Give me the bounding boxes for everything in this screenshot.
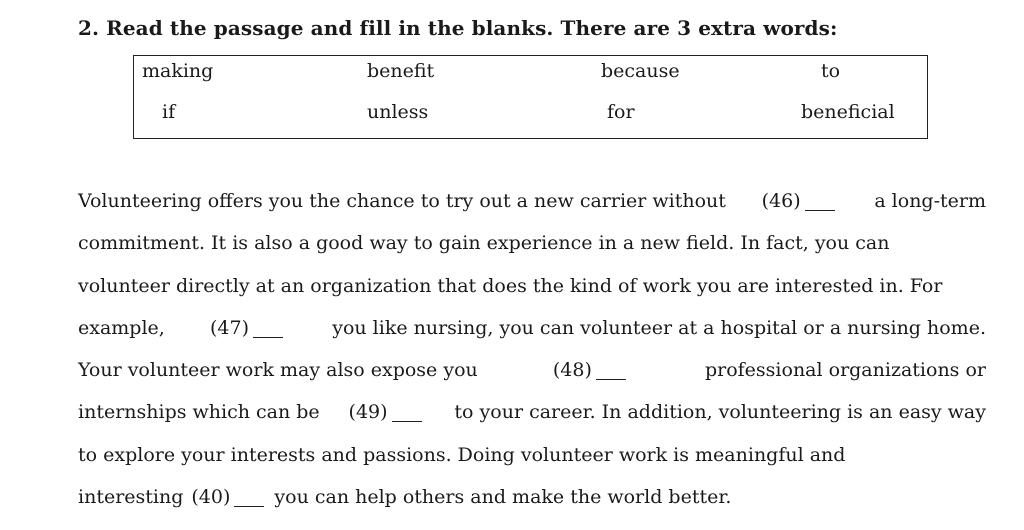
passage-text: you can help others and make the world better. bbox=[274, 486, 732, 509]
blank-47[interactable] bbox=[210, 307, 287, 349]
passage-text: a long-term bbox=[874, 190, 986, 212]
passage-text: interesting bbox=[78, 486, 184, 509]
passage-text: internships which can be bbox=[78, 401, 320, 424]
blank-number: (46) bbox=[761, 190, 801, 212]
blank-number: (48) bbox=[552, 359, 592, 382]
passage-text: volunteer directly at an organization that does the kind of work you are interested in. For bbox=[78, 274, 943, 297]
blank-40[interactable] bbox=[191, 476, 268, 518]
passage bbox=[78, 180, 986, 518]
word-bank bbox=[133, 55, 928, 139]
passage-text: commitment. It is also a good way to gain experience in a new field. In fact, you can bbox=[78, 232, 890, 255]
word-bank-item: because bbox=[601, 60, 680, 82]
passage-line bbox=[78, 476, 986, 518]
passage-line bbox=[78, 307, 986, 349]
passage-text: to explore your interests and passions. Doing volunteer work is meaningful and bbox=[78, 443, 846, 466]
word-bank-item: to bbox=[821, 60, 841, 82]
blank-line[interactable] bbox=[392, 420, 422, 422]
word-bank-item: making bbox=[142, 60, 214, 82]
passage-line bbox=[78, 265, 986, 307]
blank-46[interactable] bbox=[762, 180, 839, 222]
passage-line bbox=[78, 180, 986, 222]
passage-line bbox=[78, 222, 986, 264]
blank-number: (40) bbox=[191, 486, 231, 509]
blank-number: (49) bbox=[348, 401, 388, 424]
blank-line[interactable] bbox=[253, 336, 283, 338]
blank-line[interactable] bbox=[596, 378, 626, 380]
word-bank-item: unless bbox=[367, 101, 429, 123]
passage-line bbox=[78, 349, 986, 391]
passage-text: professional organizations or bbox=[704, 359, 986, 382]
word-bank-item: for bbox=[607, 101, 635, 123]
blank-line[interactable] bbox=[234, 505, 264, 507]
blank-48[interactable] bbox=[553, 349, 630, 391]
passage-text: to your career. In addition, volunteering is an easy way bbox=[454, 401, 986, 424]
passage-text: Your volunteer work may also expose you bbox=[78, 359, 478, 382]
word-bank-item: benefit bbox=[367, 60, 435, 82]
passage-line bbox=[78, 391, 986, 433]
passage-text: example, bbox=[78, 316, 165, 339]
blank-number: (47) bbox=[210, 316, 250, 339]
blank-line[interactable] bbox=[805, 209, 835, 211]
exercise-heading: 2. Read the passage and fill in the blanks. There are 3 extra words: bbox=[78, 16, 838, 40]
blank-49[interactable] bbox=[349, 391, 426, 433]
word-bank-item: if bbox=[162, 101, 176, 123]
passage-line bbox=[78, 434, 986, 476]
passage-text: you like nursing, you can volunteer at a hospital or a nursing home. bbox=[332, 316, 986, 339]
passage-text: Volunteering offers you the chance to try out a new carrier without bbox=[78, 190, 726, 212]
word-bank-item: beneficial bbox=[801, 101, 895, 123]
